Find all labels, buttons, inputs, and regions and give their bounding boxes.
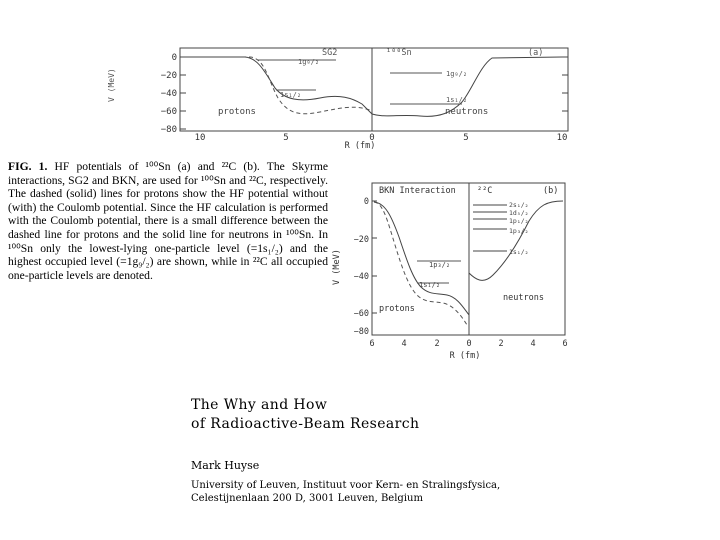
fig-b-xtick: 6 [369,339,375,349]
fig-b-xtick: 4 [401,339,407,349]
author-name: Mark Huyse [191,459,260,472]
fig-a-xtick: 5 [283,133,289,143]
fig-b-y-axis-label: V (MeV) [332,249,342,285]
fig-b-xtick: 2 [498,339,504,349]
fig-b-panel-label: (b) [543,186,559,196]
fig-a-ytick: −20 [160,71,177,81]
fig-b-proton-solid [374,202,469,315]
fig-a-frame [180,48,568,131]
fig-b-ytick: −20 [353,235,369,245]
fig-a-level-label: 1g₉/₂ [446,70,468,78]
fig-b-proton-level-label: 1p₃/₂ [429,261,451,269]
affiliation-line-2: Celestijnenlaan 200 D, 3001 Leuven, Belgium [191,493,423,504]
fig-b-ytick: 0 [363,197,369,207]
fig-a-xtick: 0 [369,133,375,143]
fig-a-interaction-label: SG2 [322,48,338,58]
paper-title [191,396,419,434]
fig-a-xtick: 5 [463,133,469,143]
fig-a-nucleus-label: ¹⁰⁰Sn [386,48,412,58]
fig-b-neutron-level-label: 1d₅/₂ [509,209,529,217]
fig-b-ytick: −40 [353,272,369,282]
fig-a-level-label: 1g₉/₂ [298,58,320,66]
fig-a-protons-label: protons [218,107,256,117]
fig-b-xtick: 2 [434,339,440,349]
fig-b-ytick: −60 [353,309,369,319]
fig-a-proton-solid [186,57,372,114]
fig-a-ytick: −60 [160,107,177,117]
fig-a-xtick: 10 [556,133,568,143]
fig-a-xtick: 10 [194,133,206,143]
caption-text: HF potentials of ¹⁰⁰Sn (a) and ²²C (b). The Skyrme interactions, SG2 and BKN, are used for ¹⁰⁰Sn and ²²C, respectively. The dashed (solid) lines for protons show the HF potential without (with) the Coulomb potential. Since the HF calculation is performed with the Coulomb potential, there is a small difference between the dashed line for protons and the solid line for neutrons in ¹⁰⁰Sn. In ¹⁰⁰Sn only the lowest-lying one-particle level (=1s₁/₂) and the highest occupied level (=1g₉/₂) are shown, while in ²²C all occupied one-particle levels are denoted. [8,160,329,282]
figure-a [100,40,590,155]
fig-a-neutrons-label: neutrons [445,107,489,117]
fig-b-nucleus-label: ²²C [477,186,493,196]
figure-b [325,175,580,365]
fig-b-ytick: −80 [353,327,369,337]
fig-a-panel-label: (a) [528,48,544,58]
fig-b-neutron-level-label: 2s₁/₂ [509,201,529,209]
fig-b-neutron-level-label: 1s₁/₂ [509,248,529,256]
fig-a-ytick: −40 [160,89,177,99]
fig-b-x-axis-label: R (fm) [449,351,481,361]
fig-a-proton-dashed [186,57,370,114]
fig-b-xtick: 0 [466,339,472,349]
fig-b-xtick: 4 [530,339,536,349]
affiliation-line-1: University of Leuven, Instituut voor Kern- en Stralingsfysica, [191,480,501,491]
fig-a-y-axis-label: V (MeV) [107,68,116,102]
fig-a-level-label: 1s₁/₂ [446,96,468,104]
title-line-2: of Radioactive-Beam Research [191,416,420,432]
fig-b-proton-level-label: 1s₁/₂ [419,281,441,289]
fig-a-ytick: 0 [171,53,177,63]
fig-a-ytick: −80 [160,125,177,135]
fig-a-level-label: 1s₁/₂ [280,91,302,99]
fig-b-neutron-level-label: 1p₃/₂ [509,227,529,235]
author-affiliation [191,479,500,505]
fig-b-protons-label: protons [379,304,415,314]
fig-b-interaction-label: BKN Interaction [379,186,456,196]
title-line-1: The Why and How [191,397,328,413]
fig-a-x-axis-label: R (fm) [344,141,376,151]
fig-b-neutron-level-label: 1p₁/₂ [509,217,529,225]
fig-b-neutrons-label: neutrons [503,293,544,303]
fig-b-xtick: 6 [562,339,568,349]
caption-fig-label: FIG. 1. [8,160,48,173]
figure-caption [8,160,328,282]
